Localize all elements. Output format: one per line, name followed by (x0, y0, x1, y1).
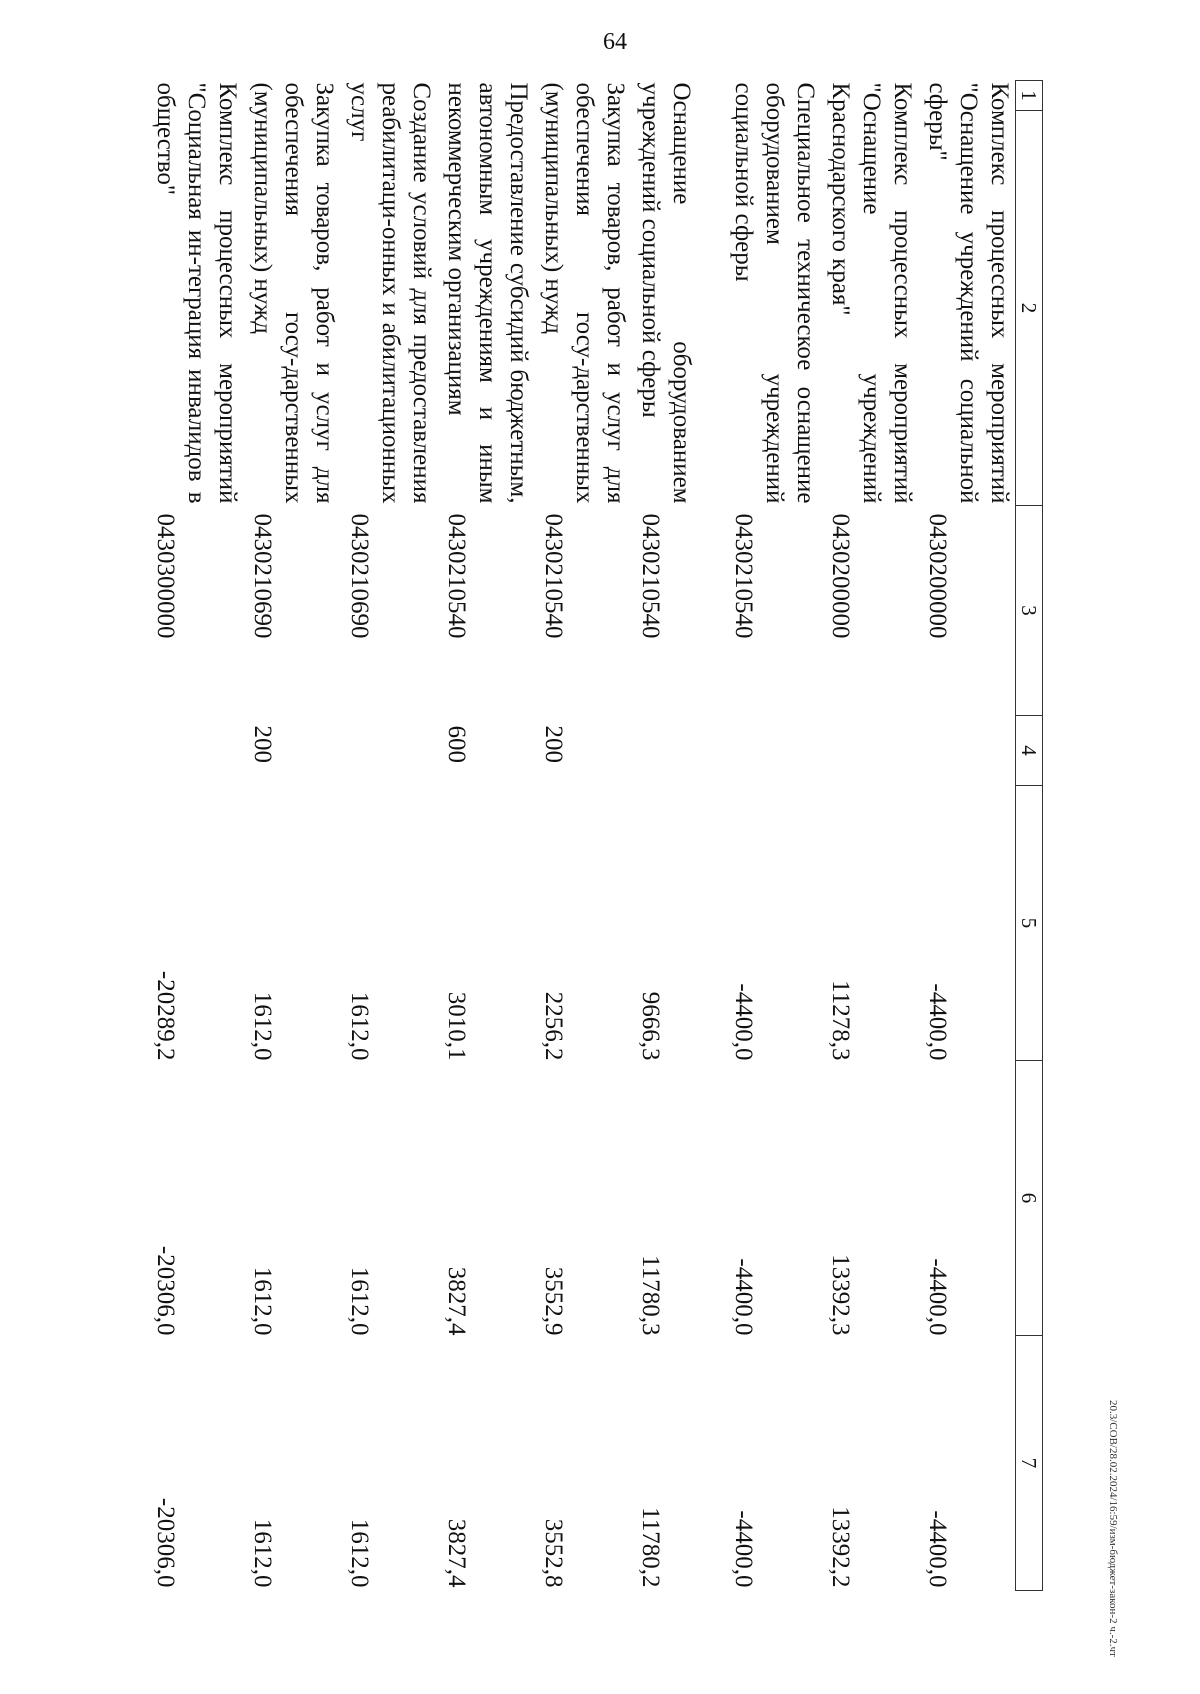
column-header: 5 (1016, 786, 1043, 1061)
table-row (340, 81, 437, 1591)
row-name: Комплекс процессных мероприятий "Оснащение учреждений Краснодарского края" (827, 82, 916, 504)
document-footer-code: 20.3/СОВ/28.02.2024/16:59/изм-бюджет-закон-2 ч.-2.чт (1107, 1400, 1119, 1657)
row-value-col5: 3010,1 (443, 991, 470, 1061)
row-type (340, 716, 437, 786)
page-number: 64 (603, 29, 627, 55)
table-row (821, 81, 918, 1591)
column-header: 7 (1016, 1336, 1043, 1591)
row-code: 0430200000 (827, 513, 854, 639)
row-value-col5: 2256,2 (540, 991, 567, 1061)
row-value-col7: -4400,0 (730, 1510, 757, 1588)
row-type: 600 (443, 725, 470, 763)
row-value-col5: -4400,0 (730, 983, 757, 1061)
row-value-col5: 1612,0 (249, 991, 276, 1061)
column-header: 2 (1016, 111, 1043, 506)
row-code: 0430210540 (443, 513, 470, 639)
column-header: 6 (1016, 1061, 1043, 1336)
row-type: 200 (249, 725, 276, 763)
row-name: Специальное техническое оснащение оборудованием учреждений социальной сферы (730, 82, 819, 504)
row-value-col5: -4400,0 (924, 983, 951, 1061)
row-name: Создание условий для предоставления реабилитаци-онных и абилитационных услуг (346, 82, 435, 504)
table-row (534, 81, 631, 1591)
column-header: 4 (1016, 716, 1043, 786)
row-name: Комплекс процессных мероприятий "Оснащение учреждений социальной сферы" (924, 82, 1013, 504)
row-value-col7: 13392,2 (827, 1506, 854, 1588)
row-value-col5: 1612,0 (346, 991, 373, 1061)
row-code: 0430210690 (249, 513, 276, 639)
column-header: 3 (1016, 506, 1043, 716)
row-value-col5: 9666,3 (637, 991, 664, 1061)
row-value-col6: 1612,0 (346, 1266, 373, 1336)
row-value-col6: 3552,9 (540, 1266, 567, 1336)
row-value-col7: 11780,2 (637, 1507, 664, 1588)
row-type (724, 716, 821, 786)
row-name: Предоставление субсидий бюджетным, автономным учреждениям и иным некоммерческим организациям (443, 82, 532, 504)
row-value-col6: -4400,0 (924, 1258, 951, 1336)
row-code: 0430210540 (540, 513, 567, 639)
row-value-col6: 13392,3 (827, 1254, 854, 1336)
table-row (243, 81, 340, 1591)
row-type (821, 716, 918, 786)
row-value-col5: 11278,3 (827, 980, 854, 1061)
row-code: 0430200000 (924, 513, 951, 639)
row-value-col7: 3827,4 (443, 1518, 470, 1588)
row-value-col5: -20289,2 (152, 970, 179, 1061)
table-row (631, 81, 724, 1591)
table-row (918, 81, 1016, 1591)
table-row (437, 81, 534, 1591)
row-code: 0430300000 (152, 513, 179, 639)
header-row (1016, 81, 1043, 1591)
row-value-col6: 1612,0 (249, 1266, 276, 1336)
row-type: 200 (540, 725, 567, 763)
row-value-col7: 3552,8 (540, 1518, 567, 1588)
rotated-table-container (152, 80, 1043, 1590)
row-name: Закупка товаров, работ и услуг для обеспечения госу-дарственных (муниципальных) нужд (249, 82, 338, 504)
row-value-col6: 11780,3 (637, 1255, 664, 1336)
row-type (918, 716, 1016, 786)
row-type (146, 716, 243, 786)
row-code: 0430210690 (346, 513, 373, 639)
table-row (724, 81, 821, 1591)
row-value-col7: 1612,0 (346, 1518, 373, 1588)
row-name: Комплекс процессных мероприятий "Социальная ин-теграция инвалидов в общество" (152, 82, 241, 504)
row-name: Закупка товаров, работ и услуг для обеспечения госу-дарственных (муниципальных) нужд (540, 82, 629, 504)
row-value-col6: -20306,0 (152, 1245, 179, 1336)
row-value-col6: -4400,0 (730, 1258, 757, 1336)
row-name: Оснащение оборудованием учреждений социальной сферы (637, 82, 695, 504)
row-value-col6: 3827,4 (443, 1266, 470, 1336)
column-header: 1 (1016, 81, 1043, 111)
row-value-col7: -20306,0 (152, 1497, 179, 1588)
row-code: 0430210540 (730, 513, 757, 639)
table-row (146, 81, 243, 1591)
row-value-col7: 1612,0 (249, 1518, 276, 1588)
row-code: 0430210540 (637, 513, 664, 639)
row-type (631, 716, 724, 786)
budget-table (146, 80, 1043, 1591)
row-value-col7: -4400,0 (924, 1510, 951, 1588)
